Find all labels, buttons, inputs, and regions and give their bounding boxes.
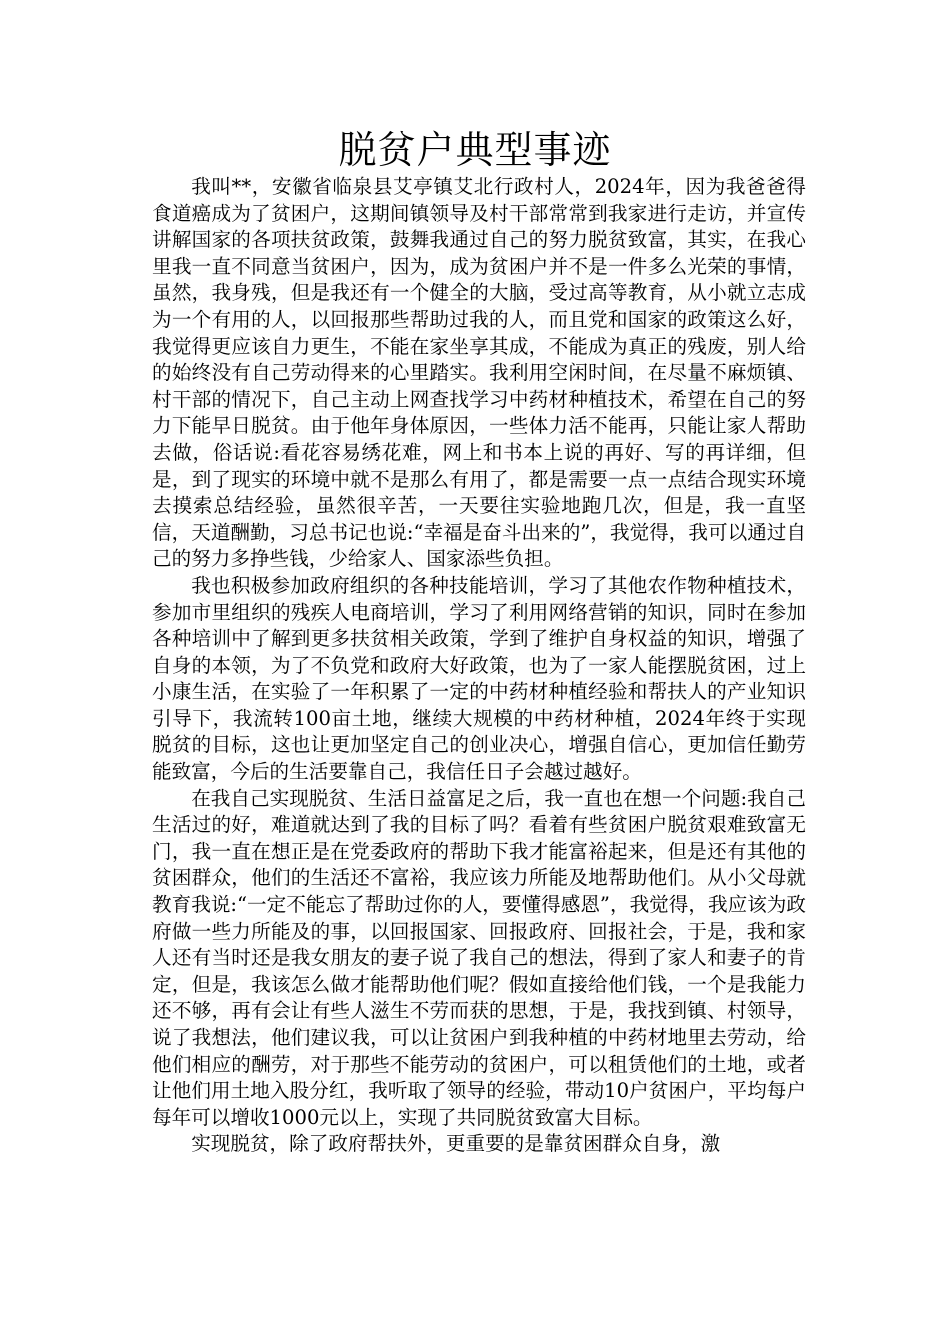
paragraph-4: 实现脱贫，除了政府帮扶外，更重要的是靠贫困群众自身，激	[191, 1132, 721, 1156]
document-body	[152, 174, 806, 1158]
document-title: 脱贫户典型事迹	[338, 128, 612, 172]
paragraph-2: 我也积极参加政府组织的各种技能培训，学习了其他农作物种植技术，参加市里组织的残疾人电商培训，学习了利用网络营销的知识，同时在参加各种培训中了解到更多扶贫相关政策，学到了维护自身权益的知识，增强了自身的本领，为了不负党和政府大好政策，也为了一家人能摆脱贫困，过上小康生活，在实验了一年积累了一定的中药材种植经验和帮扶人的产业知识引导下，我流转100亩土地，继续大规模的中药材种植，2024年终于实现脱贫的目标，这也让更加坚定自己的创业决心，增强自信心，更加信任勤劳能致富，今后的生活要靠自己，我信任日子会越过越好。	[152, 573, 806, 784]
paragraph-1: 我叫**，安徽省临泉县艾亭镇艾北行政村人，2024年，因为我爸爸得食道癌成为了贫困户，这期间镇领导及村干部常常到我家进行走访，并宣传讲解国家的各项扶贫政策，鼓舞我通过自己的努力脱贫致富，其实，在我心里我一直不同意当贫困户，因为，成为贫困户并不是一件多么光荣的事情，虽然，我身残，但是我还有一个健全的大脑，受过高等教育，从小就立志成为一个有用的人，以回报那些帮助过我的人，而且党和国家的政策这么好，我觉得更应该自力更生，不能在家坐享其成，不能成为真正的残废，别人给的始终没有自己劳动得来的心里踏实。我利用空闲时间，在尽量不麻烦镇、村干部的情况下，自己主动上网查找学习中药材种植技术，希望在自己的努力下能早日脱贫。由于他年身体原因，一些体力活不能再，只能让家人帮助去做，俗话说:看花容易绣花难，网上和书本上说的再好、写的再详细，但是，到了现实的环境中就不是那么有用了，都是需要一点一点结合现实环境去摸索总结经验，虽然很辛苦，一天要往实验地跑几次，但是，我一直坚信，天道酬勤，习总书记也说:“幸福是奋斗出来的”，我觉得，我可以通过自己的努力多挣些钱，少给家人、国家添些负担。	[152, 175, 806, 571]
paragraph-3: 在我自己实现脱贫、生活日益富足之后，我一直也在想一个问题:我自己生活过的好，难道就达到了我的目标了吗？看着有些贫困户脱贫艰难致富无门，我一直在想正是在党委政府的帮助下我才能富裕起来，但是还有其他的贫困群众，他们的生活还不富裕，我应该力所能及地帮助他们。从小父母就教育我说:“一定不能忘了帮助过你的人，要懂得感恩”，我觉得，我应该为政府做一些力所能及的事，以回报国家、回报政府、回报社会，于是，我和家人还有当时还是我女朋友的妻子说了我自己的想法，得到了家人和妻子的肯定，但是，我该怎么做才能帮助他们呢？假如直接给他们钱，一个是我能力还不够，再有会让有些人滋生不劳而获的思想，于是，我找到镇、村领导，说了我想法，他们建议我，可以让贫困户到我种植的中药材地里去劳动，给他们相应的酬劳，对于那些不能劳动的贫困户，可以租赁他们的土地，或者让他们用土地入股分红，我听取了领导的经验，带动10户贫困户，平均每户每年可以增收1000元以上，实现了共同脱贫致富大目标。	[152, 786, 806, 1129]
